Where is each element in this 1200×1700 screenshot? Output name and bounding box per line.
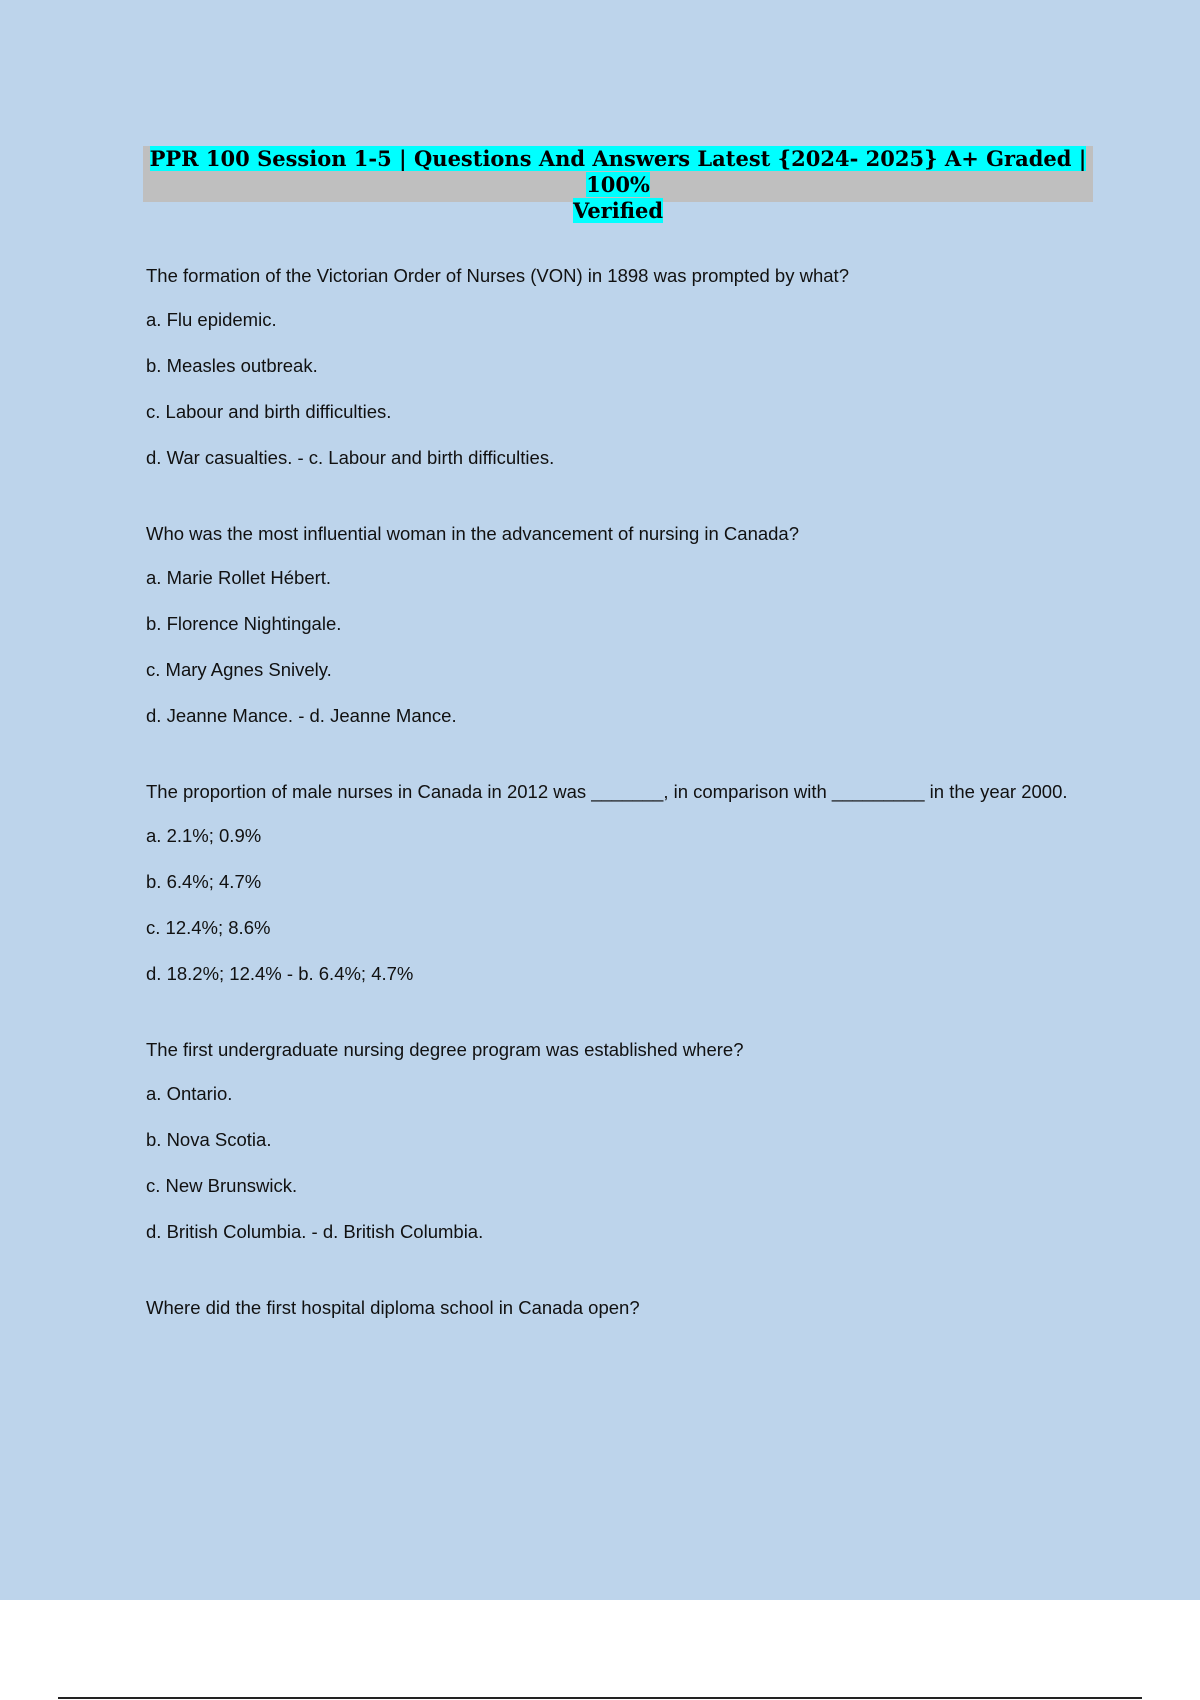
question-block-4 xyxy=(146,1036,1076,1246)
answer-option: b. Measles outbreak. xyxy=(146,355,318,376)
question-block-3 xyxy=(146,778,1076,988)
page-divider xyxy=(58,1697,1142,1699)
answer-option: b. Nova Scotia. xyxy=(146,1129,272,1150)
answer-option: a. Marie Rollet Hébert. xyxy=(146,567,332,588)
answer-option: c. Labour and birth difficulties. xyxy=(146,401,392,422)
answer-option: a. 2.1%; 0.9% xyxy=(146,825,262,846)
question-text: The formation of the Victorian Order of Nurses (VON) in 1898 was prompted by what? xyxy=(146,265,849,286)
question-block-2 xyxy=(146,520,1076,730)
answer-option: b. 6.4%; 4.7% xyxy=(146,871,262,892)
answer-option: c. Mary Agnes Snively. xyxy=(146,659,332,680)
document-title xyxy=(143,146,1093,223)
answer-option: d. Jeanne Mance. - d. Jeanne Mance. xyxy=(146,705,457,726)
question-text: Where did the first hospital diploma school in Canada open? xyxy=(146,1297,640,1318)
question-block-1 xyxy=(146,262,1076,472)
question-text: Who was the most influential woman in the advancement of nursing in Canada? xyxy=(146,523,800,544)
answer-option: d. War casualties. - c. Labour and birth difficulties. xyxy=(146,447,555,468)
answer-option: a. Flu epidemic. xyxy=(146,309,277,330)
answer-option: d. 18.2%; 12.4% - b. 6.4%; 4.7% xyxy=(146,963,414,984)
answer-option: d. British Columbia. - d. British Columbia. xyxy=(146,1221,484,1242)
title-line-1: PPR 100 Session 1-5 | Questions And Answers Latest {2024- 2025} A+ Graded | 100% xyxy=(149,146,1087,197)
question-text: The proportion of male nurses in Canada in 2012 was _______, in comparison with _________ in the year 2000. xyxy=(146,781,1068,802)
answer-option: c. 12.4%; 8.6% xyxy=(146,917,271,938)
title-line-2: Verified xyxy=(572,198,664,223)
answer-option: a. Ontario. xyxy=(146,1083,233,1104)
question-block-5 xyxy=(146,1294,1076,1322)
answer-option: b. Florence Nightingale. xyxy=(146,613,342,634)
question-list xyxy=(146,262,1076,1370)
answer-option: c. New Brunswick. xyxy=(146,1175,298,1196)
question-text: The first undergraduate nursing degree program was established where? xyxy=(146,1039,744,1060)
